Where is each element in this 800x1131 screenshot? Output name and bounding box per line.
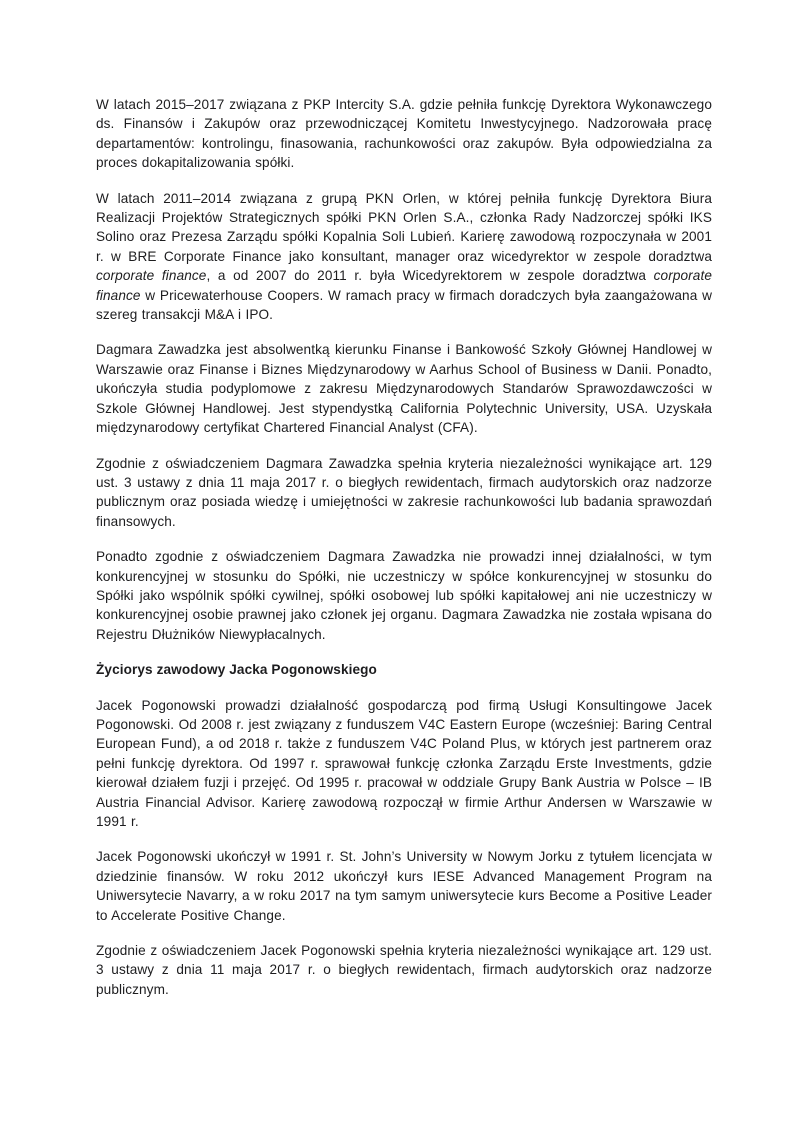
italic-text-run: corporate finance [96,268,712,303]
text-run: Ponadto zgodnie z oświadczeniem Dagmara Zawadzka nie prowadzi innej działalności, w tym konkurencyjnej w stosunku do Spółki, nie uczestniczy w spółce konkurencyjnej w stosunku do Spółki jako wspólnik spółki cywilnej, spółki osobowej lub spółki kapitałowej ani nie uczestniczy w konkurencyjnej osobie prawnej jako członek jej organu. Dagmara Zawadzka nie została wpisana do Rejestru Dłużników Niewypłacalnych. [96,549,712,642]
section-heading-pogonowski-cv: Życiorys zawodowy Jacka Pogonowskiego [96,662,377,678]
text-run: Zgodnie z oświadczeniem Jacek Pogonowski spełnia kryteria niezależności wynikające art. 129 ust. 3 ustawy z dnia 11 maja 2017 r. o biegłych rewidentach, firmach audytorskich oraz nadzorze publicznym. [96,943,712,997]
paragraph-education-pogonowski [96,847,712,925]
text-run: w Pricewaterhouse Coopers. W ramach pracy w firmach doradczych była zaangażowana w szereg transakcji M&A i IPO. [96,287,712,323]
paragraph-independence-pogonowski [96,941,712,999]
text-run: Jacek Pogonowski ukończył w 1991 r. St. John’s University w Nowym Jorku z tytułem licencjata w dziedzinie finansów. W roku 2012 ukończył kurs IESE Advanced Management Program na Uniwersytecie Navarry, a w roku 2017 na tym samym uniwersytecie kurs Become a Positive Leader to Accelerate Positive Change. [96,849,712,923]
paragraph-education-dagmara [96,340,712,437]
paragraph-career-pogonowski [96,696,712,832]
paragraph-no-competition-dagmara [96,547,712,644]
text-run: W latach 2015–2017 związana z PKP Intercity S.A. gdzie pełniła funkcję Dyrektora Wykonawczego ds. Finansów i Zakupów oraz przewodniczącej Komitetu Inwestycyjnego. Nadzorowała pracę departamentów: kontrolingu, finasowania, rachunkowości oraz zakupów. Była odpowiedzialna za proces dokapitalizowania spółki. [96,97,712,171]
text-run: Zgodnie z oświadczeniem Dagmara Zawadzka spełnia kryteria niezależności wynikające art. 129 ust. 3 ustawy z dnia 11 maja 2017 r. o biegłych rewidentach, firmach audytorskich oraz nadzorze publicznym oraz posiada wiedzę i umiejętności w zakresie rachunkowości lub badania sprawozdań finansowych. [96,455,712,529]
italic-text-run: corporate finance [96,268,207,284]
text-run: Jacek Pogonowski prowadzi działalność gospodarczą pod firmą Usługi Konsultingowe Jacek Pogonowski. Od 2008 r. jest związany z funduszem V4C Eastern Europe (wcześniej: Baring Central European Fund), a od 2018 r. także z funduszem V4C Poland Plus, w których jest partnerem oraz pełni funkcję dyrektora. Od 1997 r. sprawował funkcję członka Zarządu Erste Investments, gdzie kierował działem fuzji i przejęć. Od 1995 r. pracował w oddziale Grupy Bank Austria w Polsce – IB Austria Financial Advisor. Karierę zawodową rozpoczął w firmie Arthur Andersen w Warszawie w 1991 r. [96,697,712,829]
text-run: W latach 2011–2014 związana z grupą PKN Orlen, w której pełniła funkcję Dyrektora Biura Realizacji Projektów Strategicznych spółki PKN Orlen S.A., członka Rady Nadzorczej spółki IKS Solino oraz Prezesa Zarządu spółki Kopalnia Soli Lubień. Karierę zawodową rozpoczynała w 2001 r. w BRE Corporate Finance jako konsultant, manager oraz wicedyrektor w zespole doradztwa [96,190,712,264]
paragraph-pkn-orlen [96,189,712,325]
paragraph-pkp-intercity [96,95,712,173]
text-run: , a od 2007 do 2011 r. była Wicedyrektorem w zespole doradztwa [206,268,654,284]
text-run: Dagmara Zawadzka jest absolwentką kierunku Finanse i Bankowość Szkoły Głównej Handlowej w Warszawie oraz Finanse i Biznes Międzynarodowy w Aarhus School of Business w Danii. Ponadto, ukończyła studia podyplomowe z zakresu Międzynarodowych Standarów Sprawozdawczości w Szkole Głównej Handlowej. Jest stypendystką California Polytechnic University, USA. Uzyskała międzynarodowy certyfikat Chartered Financial Analyst (CFA). [96,342,712,436]
paragraph-independence-dagmara [96,454,712,532]
